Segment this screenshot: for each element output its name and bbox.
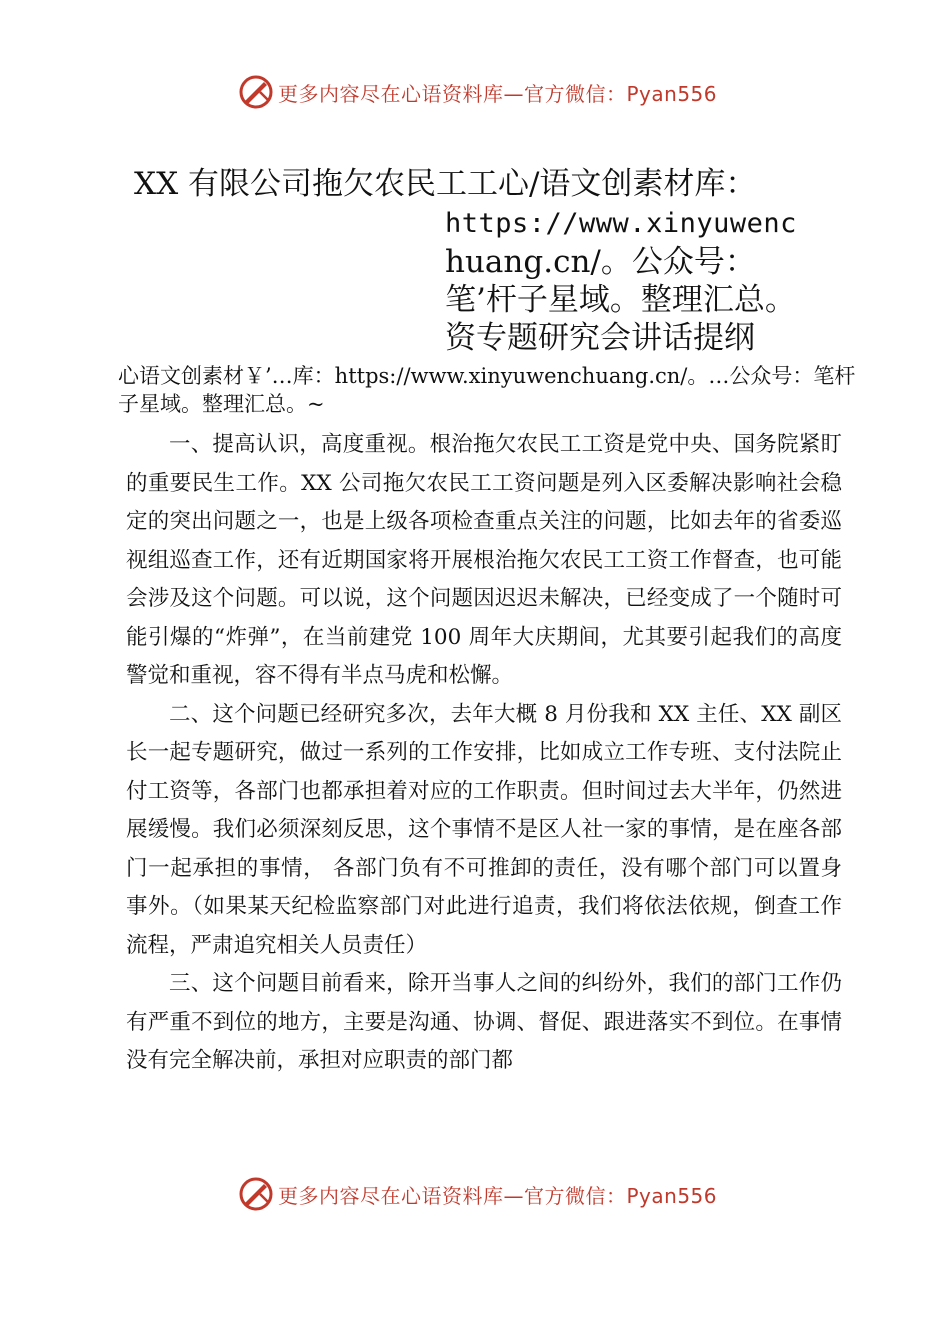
watermark-footer (238, 1176, 717, 1212)
quill-pen-logo-icon (238, 74, 274, 110)
paragraph-2: 二、这个问题已经研究多次，去年大概 8 月份我和 XX 主任、XX 副区长一起专题研究，做过一系列的工作安排，比如成立工作专班、支付法院止付工资等，各部门也都承担着对应的工作职责。但时间过去大半年，仍然进展缓慢。我们必须深刻反思，这个事情不是区人社一家的事情，是在座各部门一起承担的事情， 各部门负有不可推卸的责任，没有哪个部门可以置身事外。（如果某天纪检监察部门对此进行追责，我们将依法依规，倒查工作流程，严肃追究相关人员责任） (126, 701, 842, 958)
paragraph-3: 三、这个问题目前看来，除开当事人之间的纠纷外，我们的部门工作仍有严重不到位的地方，主要是沟通、协调、督促、跟进落实不到位。在事情没有完全解决前，承担对应职责的部门都 (126, 971, 842, 1073)
watermark-text: 更多内容尽在心语资料库—官方微信：Pyan556 (278, 81, 718, 106)
document-body (126, 426, 842, 1081)
watermark-header (238, 74, 717, 110)
title-url-line-1: https://www.xinyuwenc (445, 208, 797, 239)
title-line-4: 笔’杆子星域。整理汇总。 (445, 282, 796, 318)
watermark-text: 更多内容尽在心语资料库—官方微信：Pyan556 (278, 1183, 718, 1208)
source-note: 心语文创素材￥’…库：https://www.xinyuwenchuang.cn/。…公众号：笔杆子星域。整理汇总。~ (118, 364, 856, 416)
document-title-continuation (445, 205, 865, 357)
document-title-line-1: XX 有限公司拖欠农民工工心/语文创素材库： (134, 166, 757, 202)
quill-pen-logo-icon (238, 1176, 274, 1212)
paragraph-1: 一、提高认识，高度重视。根治拖欠农民工工资是党中央、国务院紧盯的重要民生工作。XX 公司拖欠农民工工资问题是列入区委解决影响社会稳定的突出问题之一，也是上级各项检查重点关注的问题，比如去年的省委巡视组巡查工作，还有近期国家将开展根治拖欠农民工工资工作督查，也可能会涉及这个问题。可以说，这个问题因迟迟未解决，已经变成了一个随时可能引爆的“炸弹”，在当前建党 100 周年大庆期间，尤其要引起我们的高度警觉和重视，容不得有半点马虎和松懈。 (126, 432, 842, 688)
title-url-line-2: huang.cn/。公众号： (445, 244, 756, 280)
title-line-5: 资专题研究会讲话提纲 (445, 320, 755, 356)
